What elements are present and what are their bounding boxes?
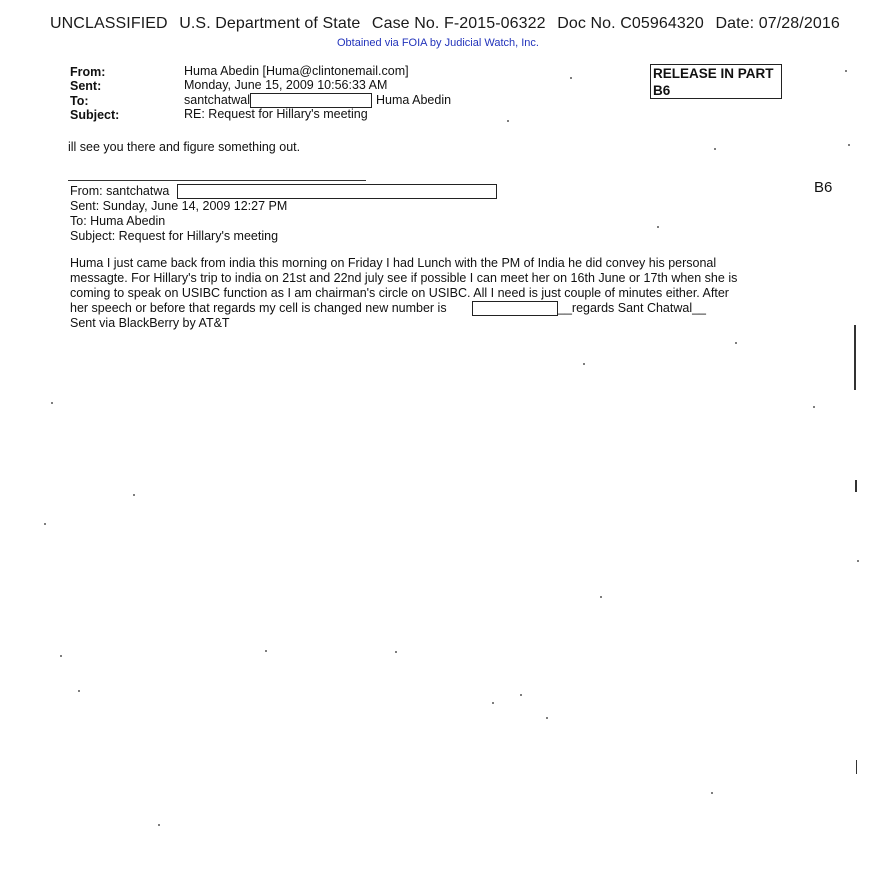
doc-number: Doc No. C05964320	[557, 15, 704, 32]
scan-edge-mark	[856, 760, 857, 774]
scan-speck	[133, 494, 135, 496]
scan-speck	[714, 148, 716, 150]
quoted-from: From: santchatwa	[70, 184, 170, 198]
from-label: From:	[70, 65, 106, 79]
scan-speck	[570, 77, 572, 79]
release-stamp-line1: RELEASE IN PART	[653, 66, 774, 81]
subject-value: RE: Request for Hillary's meeting	[184, 107, 368, 121]
sent-label: Sent:	[70, 79, 102, 93]
redaction-box	[472, 301, 558, 316]
scan-speck	[51, 402, 53, 404]
side-exemption-code: B6	[814, 179, 833, 196]
scan-edge-mark	[855, 480, 857, 492]
to-value-suffix: Huma Abedin	[376, 93, 452, 107]
scan-speck	[265, 650, 267, 652]
body-line-3: coming to speak on USIBC function as I am chairman's circle on USIBC. All I need is just couple of minutes either. After	[70, 286, 729, 300]
release-stamp	[650, 64, 782, 99]
department: U.S. Department of State	[179, 15, 361, 32]
redaction-box	[250, 93, 372, 108]
subject-label: Subject:	[70, 108, 120, 122]
from-value: Huma Abedin [Huma@clintonemail.com]	[184, 64, 409, 78]
scan-edge-mark	[854, 325, 856, 390]
scan-speck	[735, 342, 737, 344]
scan-speck	[492, 702, 494, 704]
to-value-prefix: santchatwal	[184, 93, 251, 107]
body-line-2: messagte. For Hillary's trip to india on 21st and 22nd july see if possible I can meet her on 16th June or 17th when she is	[70, 271, 738, 285]
quoted-sent: Sent: Sunday, June 14, 2009 12:27 PM	[70, 199, 288, 213]
body-line-5: Sent via BlackBerry by AT&T	[70, 316, 230, 330]
release-stamp-line2: B6	[653, 83, 671, 98]
scan-speck	[657, 226, 659, 228]
body-line-4-prefix: her speech or before that regards my cell is changed new number is	[70, 301, 447, 315]
body-line-4-suffix: __regards Sant Chatwal__	[558, 301, 707, 315]
classification-banner	[50, 15, 847, 33]
reply-text: ill see you there and figure something out.	[68, 140, 301, 154]
scan-speck	[44, 523, 46, 525]
foia-note: Obtained via FOIA by Judicial Watch, Inc.	[337, 37, 539, 49]
scan-speck	[78, 690, 80, 692]
scan-speck	[158, 824, 160, 826]
scan-speck	[507, 120, 509, 122]
scan-speck	[848, 144, 850, 146]
scan-speck	[583, 363, 585, 365]
separator-line	[68, 180, 366, 181]
quoted-subject: Subject: Request for Hillary's meeting	[70, 229, 279, 243]
classification: UNCLASSIFIED	[50, 15, 168, 32]
body-line-1: Huma I just came back from india this morning on Friday I had Lunch with the PM of India he did convey his personal	[70, 256, 717, 270]
scan-speck	[60, 655, 62, 657]
scan-speck	[711, 792, 713, 794]
scan-speck	[395, 651, 397, 653]
scan-speck	[600, 596, 602, 598]
release-date: Date: 07/28/2016	[715, 15, 840, 32]
sent-value: Monday, June 15, 2009 10:56:33 AM	[184, 78, 388, 92]
scan-speck	[546, 717, 548, 719]
scan-speck	[845, 70, 847, 72]
scan-speck	[813, 406, 815, 408]
redaction-box	[177, 184, 497, 199]
to-label: To:	[70, 94, 89, 108]
case-number: Case No. F-2015-06322	[371, 15, 546, 32]
scan-speck	[857, 560, 859, 562]
scan-speck	[520, 694, 522, 696]
quoted-to: To: Huma Abedin	[70, 214, 166, 228]
